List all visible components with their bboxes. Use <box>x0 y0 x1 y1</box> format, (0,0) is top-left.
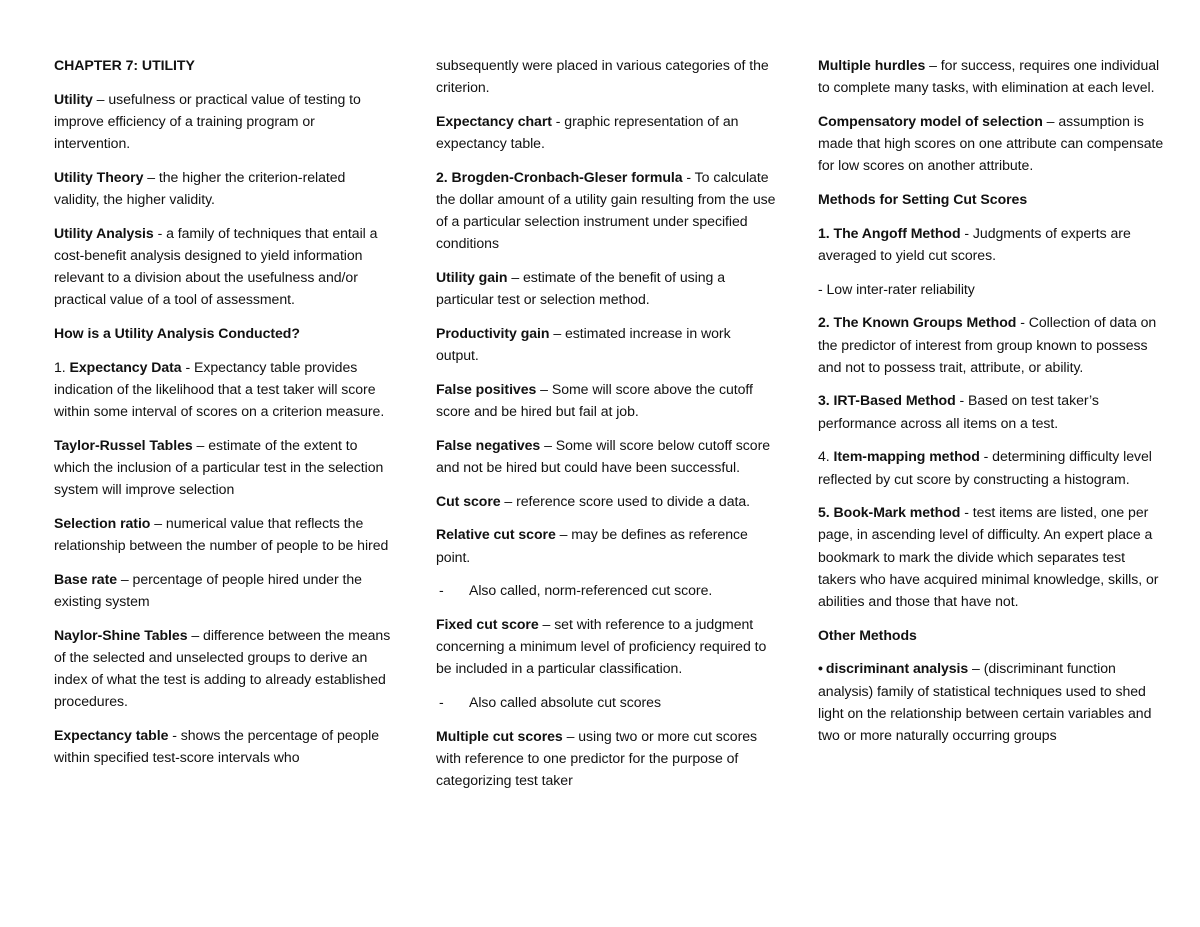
column-1 <box>54 54 394 780</box>
definition-text: shows the percentage of people within specified test-score intervals who <box>54 727 380 766</box>
definition-term: Taylor-Russel Tables <box>54 436 193 453</box>
definition-separator: – <box>562 727 579 744</box>
definition-text: determining difficulty level reflected by cut score by constructing a histogram. <box>818 448 1152 487</box>
dash-marker: - <box>439 582 444 599</box>
definition-term: Naylor-Shine Tables <box>54 626 188 643</box>
definition-text: Judgments of experts are averaged to yield cut scores. <box>818 224 1131 263</box>
definition-separator: – <box>549 325 566 342</box>
definition-paragraph <box>818 501 1164 612</box>
definition-paragraph <box>436 523 776 567</box>
definition-term: 2. Brogden-Cronbach-Gleser formula <box>436 168 683 185</box>
definition-term: Selection ratio <box>54 514 151 531</box>
definition-paragraph <box>818 311 1164 378</box>
definition-text: difference between the means of the selected and unselected groups to derive an index of what the test is adding to already established procedures. <box>54 626 391 710</box>
definition-term: Utility gain <box>436 269 508 286</box>
definition-paragraph <box>436 166 776 255</box>
definition-term: Base rate <box>54 570 118 587</box>
column-3 <box>818 54 1164 758</box>
definition-paragraph <box>436 490 776 512</box>
definition-term: 1. The Angoff Method <box>818 224 961 241</box>
definition-separator: - <box>979 448 993 465</box>
definition-term: Fixed cut score <box>436 616 539 633</box>
item-number: 4. <box>818 448 834 465</box>
definition-text: Some will score above the cutoff score and be hired but fail at job. <box>436 380 753 420</box>
dash-marker: - <box>439 694 444 711</box>
list-item-text: Also called, norm-referenced cut score. <box>469 582 713 599</box>
definition-text: estimate of the benefit of using a particular test or selection method. <box>436 269 725 308</box>
definition-separator: – <box>150 514 166 531</box>
definition-paragraph <box>54 88 394 155</box>
definition-text: may be defines as reference point. <box>436 526 748 565</box>
definition-paragraph <box>436 266 776 310</box>
definition-text: numerical value that reflects the relationship between the number of people to be hired <box>54 514 389 554</box>
definition-term: Cut score <box>436 492 501 509</box>
definition-separator: – <box>92 90 109 107</box>
definition-separator: – <box>555 526 572 543</box>
text-paragraph <box>818 278 1164 300</box>
definition-text: a family of techniques that entail a cost-benefit analysis designed to yield information relevant to a division about the usefulness and/or practical value of a tool of assessment. <box>54 224 378 308</box>
definition-text: Based on test taker’s performance across all items on a test. <box>818 392 1099 431</box>
definition-text: - Low inter-rater reliability <box>818 280 975 297</box>
dash-list-item <box>436 691 776 713</box>
definition-term: Expectancy chart <box>436 112 552 129</box>
definition-paragraph <box>436 613 776 680</box>
definition-term: Utility Analysis <box>54 224 154 241</box>
definition-text: percentage of people hired under the existing system <box>54 570 362 610</box>
definition-paragraph <box>818 110 1164 177</box>
definition-paragraph <box>54 624 394 713</box>
definition-text: test items are listed, one per page, in ascending level of difficulty. An expert place a bookmark to mark the divide which separates test takers who have acquired minimal knowledge, skills, or abilities and those that have not. <box>818 504 1159 610</box>
definition-text: (discriminant function analysis) family of statistical techniques used to shed light on the relationship between certain variables and two or more naturally occurring groups <box>818 660 1152 744</box>
definition-text: estimated increase in work output. <box>436 325 731 364</box>
definition-paragraph <box>436 434 776 478</box>
definition-separator: - <box>960 224 973 241</box>
definition-text: usefulness or practical value of testing to improve efficiency of a training program or intervention. <box>54 90 361 152</box>
definition-text: Collection of data on the predictor of interest from group known to possess and not to possess trait, attribute, or ability. <box>818 314 1157 375</box>
definition-separator: – <box>192 436 209 453</box>
definition-term: Compensatory model of selection <box>818 112 1043 129</box>
definition-text: assumption is made that high scores on one attribute can compensate for low scores on another attribute. <box>818 112 1164 174</box>
definition-paragraph <box>54 512 394 556</box>
definition-paragraph <box>436 110 776 154</box>
definition-term: 2. The Known Groups Method <box>818 314 1017 331</box>
definition-text: for success, requires one individual to complete many tasks, with elimination at each level. <box>818 57 1160 96</box>
definition-separator: - <box>551 112 565 129</box>
definition-text: graphic representation of an expectancy table. <box>436 112 739 152</box>
definition-term: False negatives <box>436 436 541 453</box>
section-heading: CHAPTER 7: UTILITY <box>54 57 195 73</box>
text-paragraph <box>436 54 776 98</box>
definition-separator: – <box>536 380 552 397</box>
definition-text: using two or more cut scores with reference to one predictor for the purpose of categorizing test taker <box>436 727 758 789</box>
definition-paragraph <box>54 568 394 612</box>
definition-separator: – <box>143 168 159 185</box>
definition-paragraph <box>54 166 394 210</box>
definition-separator: - <box>153 224 167 241</box>
section-heading: Other Methods <box>818 626 917 643</box>
definition-separator: – <box>507 269 523 286</box>
definition-separator: – <box>925 57 941 73</box>
definition-separator: - <box>955 392 969 409</box>
definition-paragraph <box>818 222 1164 266</box>
definition-term: Multiple hurdles <box>818 57 926 73</box>
definition-text: Some will score below cutoff score and not be hired but could have been successful. <box>436 436 771 476</box>
definition-term: discriminant analysis <box>825 660 969 677</box>
list-item-text: Also called absolute cut scores <box>469 694 661 711</box>
definition-paragraph <box>818 445 1164 489</box>
definition-term: Multiple cut scores <box>436 727 563 744</box>
definition-separator: – <box>538 616 555 633</box>
definition-separator: - <box>181 358 194 375</box>
definition-term: Expectancy Data <box>69 358 182 375</box>
definition-separator: - <box>1016 314 1029 331</box>
definition-text: To calculate the dollar amount of a utility gain resulting from the use of a particular selection instrument under specified conditions <box>436 168 776 252</box>
definition-term: Utility Theory <box>54 168 144 185</box>
definition-separator: – <box>540 436 556 453</box>
definition-paragraph <box>54 434 394 501</box>
definition-paragraph <box>818 657 1164 746</box>
definition-text: estimate of the extent to which the inclusion of a particular test in the selection system will improve selection <box>54 436 384 498</box>
definition-text: set with reference to a judgment concerning a minimum level of proficiency required to be included in a particular classification. <box>436 616 767 677</box>
definition-separator: – <box>1042 112 1059 129</box>
definition-paragraph <box>436 322 776 366</box>
column-2 <box>436 54 776 803</box>
definition-term: False positives <box>436 380 537 397</box>
definition-paragraph <box>436 378 776 422</box>
definition-paragraph <box>818 389 1164 433</box>
definition-separator: - <box>168 727 181 744</box>
definition-term: Productivity gain <box>436 325 550 342</box>
definition-paragraph <box>818 54 1164 98</box>
definition-separator: – <box>187 626 204 643</box>
dash-list-item <box>436 579 776 601</box>
bullet-marker: • <box>818 660 823 677</box>
definition-text: the higher the criterion-related validity, the higher validity. <box>54 168 346 208</box>
definition-term: Relative cut score <box>436 526 556 543</box>
definition-paragraph <box>436 725 776 792</box>
definition-separator: - <box>682 168 695 185</box>
definition-text: Expectancy table provides indication of the likelihood that a test taker will score within some interval of scores on a criterion measure. <box>54 358 385 420</box>
section-heading: Methods for Setting Cut Scores <box>818 191 1028 208</box>
definition-term: 3. IRT-Based Method <box>818 392 956 409</box>
definition-separator: – <box>117 570 133 587</box>
definition-separator: – <box>968 660 984 677</box>
definition-term: 5. Book-Mark method <box>818 504 961 521</box>
definition-text: reference score used to divide a data. <box>516 492 751 509</box>
item-number: 1. <box>54 358 70 375</box>
definition-separator: - <box>960 504 973 521</box>
definition-term: Item-mapping method <box>833 448 980 465</box>
section-heading: How is a Utility Analysis Conducted? <box>54 325 300 342</box>
definition-text: subsequently were placed in various categories of the criterion. <box>436 57 769 96</box>
definition-paragraph <box>54 356 394 423</box>
definition-term: Expectancy table <box>54 727 169 744</box>
definition-paragraph <box>54 724 394 768</box>
definition-separator: – <box>500 492 517 509</box>
definition-term: Utility <box>54 90 93 107</box>
definition-paragraph <box>54 222 394 311</box>
